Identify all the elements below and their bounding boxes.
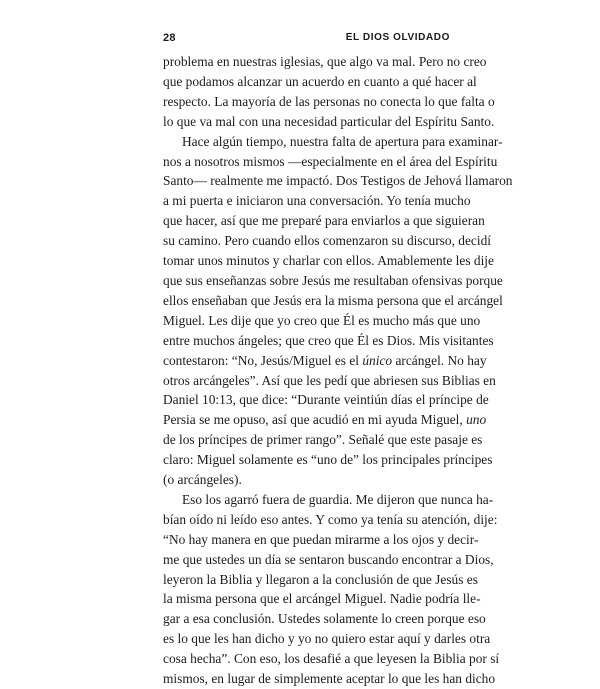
body-text	[163, 52, 513, 689]
text-line: que sus enseñanzas sobre Jesús me resultaban ofensivas porque	[163, 272, 503, 288]
text-line: Miguel. Les dije que yo creo que Él es mucho más que uno	[163, 312, 481, 328]
text-line: que hacer, así que me preparé para enviarlos a que siguieran	[163, 213, 485, 229]
text-line: Daniel 10:13, que dice: “Durante veintiún días el príncipe de	[163, 392, 489, 408]
text-line: lo que va mal con una necesidad particular del Espíritu Santo.	[163, 113, 495, 129]
emphasis: único	[362, 352, 393, 368]
text-line: problema en nuestras iglesias, que algo va mal. Pero no creo	[163, 54, 487, 69]
text-line: nos a nosotros mismos —especialmente en el área del Espíritu	[163, 153, 498, 169]
text-line: Santo— realmente me impactó. Dos Testigos de Jehová llamaron	[163, 173, 513, 189]
text-line: tomar unos minutos y charlar con ellos. Amablemente les dije	[163, 253, 494, 269]
text-line: es lo que les han dicho y yo no quiero estar aquí y darles otra	[163, 631, 491, 647]
text-line: entre muchos ángeles; que creo que Él es Dios. Mis visitantes	[163, 332, 494, 348]
text-line: claro: Miguel solamente es “uno de” los principales príncipes	[163, 452, 493, 468]
text-line: Hace algún tiempo, nuestra falta de apertura para examinar-	[182, 133, 503, 149]
page-number: 28	[163, 32, 176, 44]
text-line: contestaron: “No, Jesús/Miguel es el único arcángel. No hay	[163, 352, 487, 368]
text-line: cosa hecha”. Con eso, los desafié a que leyesen la Biblia por sí	[163, 651, 500, 667]
text-line: la misma persona que el arcángel Miguel. Nadie podría lle-	[163, 591, 481, 607]
text-line: leyeron la Biblia y llegaron a la conclusión de que Jesús es	[163, 571, 478, 587]
text-line: respecto. La mayoría de las personas no conecta lo que falta o	[163, 93, 495, 109]
text-line: gar a esa conclusión. Ustedes solamente lo creen porque eso	[163, 611, 486, 627]
text-line: “No hay manera en que puedan mirarme a los ojos y decir-	[163, 531, 479, 547]
text-line: Persia se me opuso, así que acudió en mi ayuda Miguel, uno	[163, 412, 487, 428]
text-line: me que ustedes un día se sentaron buscando encontrar a Dios,	[163, 551, 494, 567]
text-line: mismos, en lugar de simplemente aceptar lo que les han dicho	[163, 671, 496, 687]
text-line: Eso los agarró fuera de guardia. Me dijeron que nunca ha-	[182, 491, 494, 507]
emphasis: uno	[466, 412, 487, 428]
text-line: que podamos alcanzar un acuerdo en cuanto a qué hacer al	[163, 73, 477, 89]
text-line: bían oído ni leído eso antes. Y como ya tenía su atención, dije:	[163, 511, 498, 527]
text-line: ellos enseñaban que Jesús era la misma persona que el arcángel	[163, 292, 503, 308]
text-line: (o arcángeles).	[163, 472, 242, 488]
running-head: EL DIOS OLVIDADO	[345, 32, 450, 43]
text-line: a mi puerta e iniciaron una conversación. Yo tenía mucho	[163, 193, 471, 209]
text-line: de los príncipes de primer rango”. Señalé que este pasaje es	[163, 432, 483, 448]
text-line: su camino. Pero cuando ellos comenzaron su discurso, decidí	[163, 233, 491, 249]
text-line: otros arcángeles”. Así que les pedí que abriesen sus Biblias en	[163, 372, 496, 388]
